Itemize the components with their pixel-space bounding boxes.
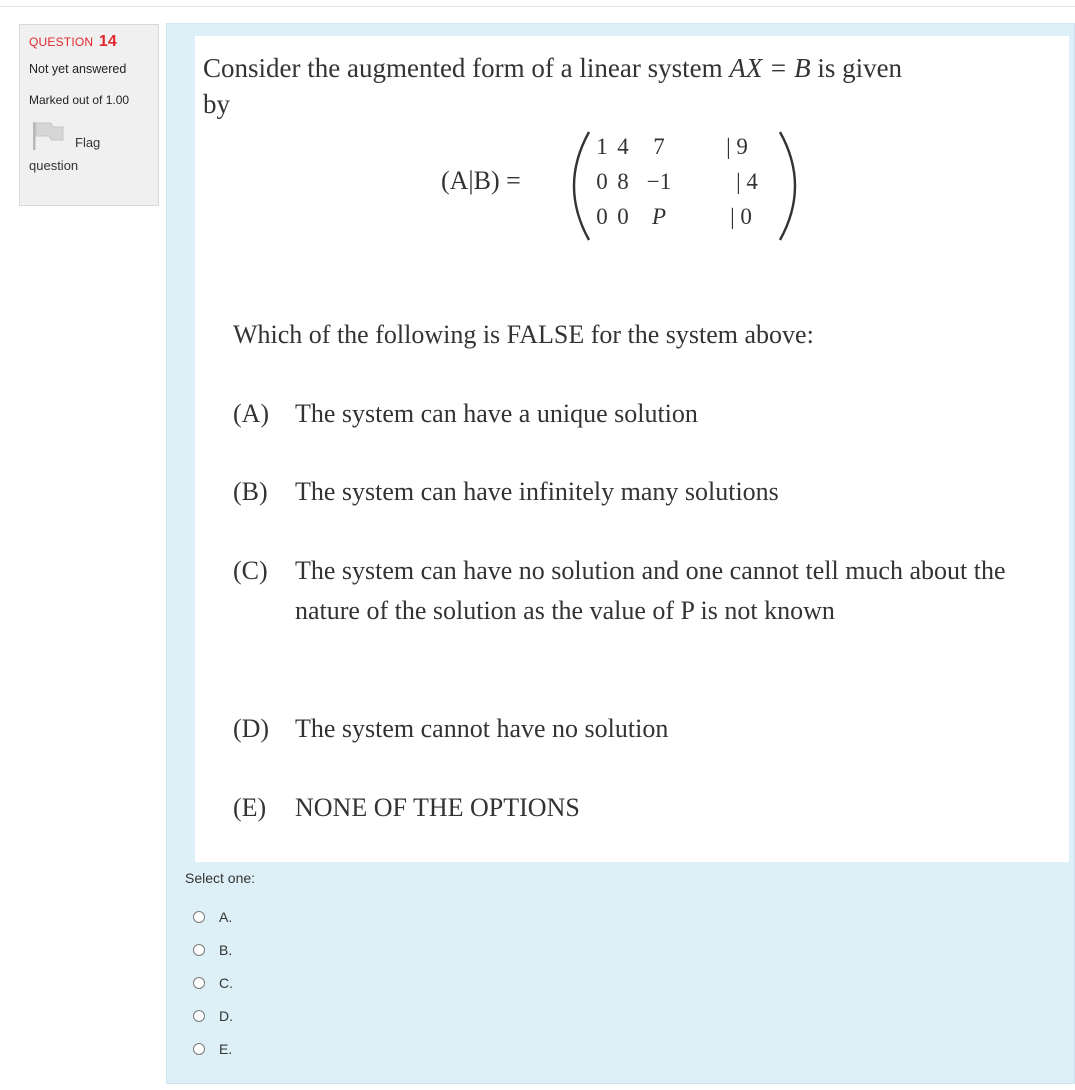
answer-label[interactable]: D. — [219, 1007, 233, 1024]
matrix-cell: 0 — [617, 204, 629, 229]
matrix-cell: −1 — [646, 169, 672, 194]
matrix-cell: 8 — [617, 169, 629, 194]
augmented-matrix — [441, 126, 801, 246]
option-c — [233, 551, 1053, 625]
answer-label[interactable]: B. — [219, 941, 233, 958]
matrix-cell: 1 — [596, 134, 608, 159]
option-text: The system cannot have no solution — [295, 714, 669, 743]
answer-list — [193, 900, 233, 1065]
option-tag: (E) — [233, 793, 267, 822]
answer-label[interactable]: E. — [219, 1040, 233, 1057]
radio-button[interactable] — [193, 911, 205, 923]
answer-label[interactable]: A. — [219, 908, 233, 925]
intro-equation: AX = B — [729, 53, 811, 83]
answer-option-a[interactable] — [193, 900, 233, 933]
flag-label-2[interactable]: question — [29, 158, 79, 173]
question-prompt: Which of the following is FALSE for the system above: — [233, 320, 814, 349]
radio-button[interactable] — [193, 944, 205, 956]
option-a — [233, 394, 1053, 434]
answer-option-c[interactable] — [193, 966, 233, 999]
option-b — [233, 472, 1053, 512]
matrix-cell: 7 — [653, 134, 665, 159]
radio-button[interactable] — [193, 1043, 205, 1055]
question-info-card — [19, 24, 159, 206]
question-text-image — [195, 36, 1069, 862]
radio-button[interactable] — [193, 1010, 205, 1022]
question-number-value: 14 — [98, 33, 118, 50]
answer-option-d[interactable] — [193, 999, 233, 1032]
flag-question-button[interactable] — [29, 119, 158, 179]
answer-label[interactable]: C. — [219, 974, 233, 991]
option-e — [233, 788, 1053, 828]
radio-button[interactable] — [193, 977, 205, 989]
intro-text-3: by — [203, 89, 230, 119]
answer-option-e[interactable] — [193, 1032, 233, 1065]
option-tag: (B) — [233, 477, 268, 506]
matrix-cell: | 0 — [730, 204, 752, 229]
matrix-cell: 0 — [596, 169, 608, 194]
flag-label[interactable]: Flag — [75, 135, 101, 150]
matrix-cell: | 9 — [726, 134, 748, 159]
top-divider — [0, 6, 1075, 7]
matrix-cell: P — [651, 204, 667, 229]
question-content-panel — [166, 23, 1075, 1084]
flag-icon[interactable] — [29, 119, 69, 151]
option-text: The system can have infinitely many solutions — [295, 477, 779, 506]
matrix-cell: 4 — [617, 134, 629, 159]
matrix-cell: | 4 — [736, 169, 758, 194]
question-intro — [203, 50, 1063, 122]
option-text: The system can have a unique solution — [295, 399, 698, 428]
intro-text-1: Consider the augmented form of a linear system — [203, 53, 723, 83]
option-text: NONE OF THE OPTIONS — [295, 793, 580, 822]
option-d — [233, 709, 1053, 749]
option-tag: (D) — [233, 714, 270, 743]
matrix-cell: 0 — [596, 204, 608, 229]
option-text: The system can have no solution and one cannot tell much about the nature of the solution as the value of P is not known — [295, 556, 1006, 625]
intro-text-2: is given — [817, 53, 903, 83]
matrix-lhs: (A|B) = — [441, 166, 521, 195]
question-number — [29, 33, 158, 51]
option-tag: (C) — [233, 556, 268, 585]
question-grade: Marked out of 1.00 — [29, 93, 130, 107]
answer-option-b[interactable] — [193, 933, 233, 966]
option-tag: (A) — [233, 399, 270, 428]
select-one-label: Select one: — [185, 870, 256, 886]
question-state: Not yet answered — [29, 62, 127, 76]
question-label: QUESTION — [29, 35, 94, 49]
